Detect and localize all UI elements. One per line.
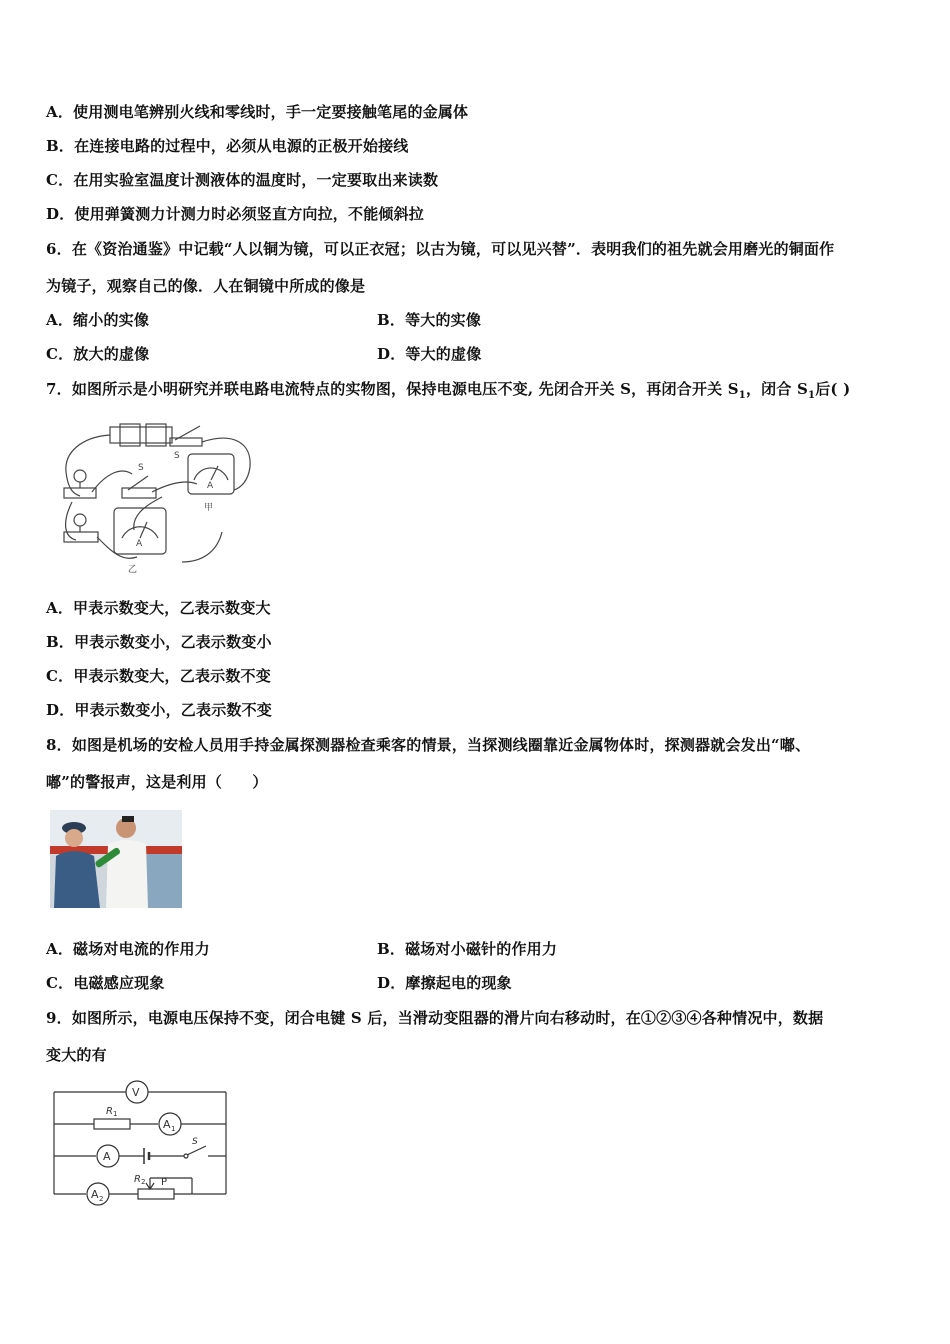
q7-wire-7 xyxy=(134,497,162,530)
q7-wire-6 xyxy=(152,482,197,492)
q5-option-d: D．使用弹簧测力计测力时必须竖直方向拉，不能倾斜拉 xyxy=(46,205,425,223)
q7-lamp-2-base xyxy=(64,532,98,542)
q5-option-b: B．在连接电路的过程中，必须从电源的正极开始接线 xyxy=(46,137,409,155)
q9-label-a1: A xyxy=(163,1118,171,1131)
q9-label-a2-sub: 2 xyxy=(99,1195,104,1203)
q9-switch-blade xyxy=(187,1146,206,1155)
q9-resistor-r1 xyxy=(94,1119,130,1129)
q9-label-a2: A xyxy=(91,1188,99,1201)
q7-circuit-figure xyxy=(52,412,257,577)
q7-label-yi: 乙 xyxy=(128,565,138,575)
q8-option-b: B．磁场对小磁针的作用力 xyxy=(377,940,558,958)
q9-label-r2-sub: 2 xyxy=(141,1178,146,1186)
q8-passenger-hair xyxy=(122,816,134,822)
q7-label-jia: 甲 xyxy=(204,503,214,513)
q7-label-ammeter-yi: A xyxy=(136,539,143,549)
q9-circuit-diagram xyxy=(46,1076,236,1211)
q7-label-s: S xyxy=(174,451,180,461)
q9-stem-line1: 9．如图所示，电源电压保持不变，闭合电键 S 后，当滑动变阻器的滑片向右移动时，在①②③④各种情况中，数据 xyxy=(46,1009,824,1027)
q8-officer-head xyxy=(65,829,83,847)
q6-option-a: A．缩小的实像 xyxy=(46,311,150,329)
q9-label-v: V xyxy=(132,1086,140,1099)
q7-stem-part-a: 7．如图所示是小明研究并联电路电流特点的实物图，保持电源电压不变, 先闭合开关 S，再闭合开关 S xyxy=(46,380,739,398)
q9-label-s: S xyxy=(192,1137,198,1147)
q6-stem-line2: 为镜子，观察自己的像．人在铜镜中所成的像是 xyxy=(46,277,366,295)
q7-option-b: B．甲表示数变小，乙表示数变小 xyxy=(46,633,272,651)
q7-wire-1 xyxy=(66,435,110,496)
q7-stem-subscript-2: 1 xyxy=(808,390,816,401)
q7-switch-s1 xyxy=(122,488,156,498)
q7-stem-part-b: ，闭合 S xyxy=(745,380,809,398)
q6-stem-line1: 6．在《资治通鉴》中记载“人以铜为镜，可以正衣冠；以古为镜，可以见兴替”．表明我们的祖先就会用磨光的铜面作 xyxy=(46,240,835,258)
q7-lamp-2-bulb xyxy=(74,514,86,526)
q7-label-s1: S xyxy=(138,463,144,473)
q6-option-c: C．放大的虚像 xyxy=(46,345,150,363)
q6-option-b: B．等大的实像 xyxy=(377,311,482,329)
q7-option-a: A．甲表示数变大，乙表示数变大 xyxy=(46,599,271,617)
q7-wire-5 xyxy=(97,537,137,558)
q7-ammeter-yi-dial xyxy=(122,527,158,538)
q7-option-d: D．甲表示数变小，乙表示数不变 xyxy=(46,701,273,719)
q5-option-c: C．在用实验室温度计测液体的温度时，一定要取出来读数 xyxy=(46,171,439,189)
q9-label-r2: R xyxy=(134,1174,141,1185)
q9-label-r1: R xyxy=(106,1106,113,1117)
q9-rheostat-r2 xyxy=(138,1189,174,1199)
q7-stem-subscript: 1 xyxy=(738,390,746,401)
q8-stem-line2: 嘟”的警报声，这是利用（ ） xyxy=(46,773,268,791)
q7-lamp-1-bulb xyxy=(74,470,86,482)
q9-label-a: A xyxy=(103,1150,111,1163)
q8-option-c: C．电磁感应现象 xyxy=(46,974,165,992)
q7-wire-3 xyxy=(92,471,132,492)
q7-ammeter-yi-needle xyxy=(140,522,147,538)
q7-switch-s xyxy=(170,438,202,446)
q9-label-p: P xyxy=(161,1177,168,1188)
q7-ammeter-jia-dial xyxy=(194,468,228,480)
q7-battery-box xyxy=(110,427,172,443)
q9-label-a1-sub: 1 xyxy=(171,1125,176,1133)
q7-stem-part-c: 后( ) xyxy=(815,380,851,398)
q9-label-r1-sub: 1 xyxy=(113,1110,118,1118)
q9-stem-line2: 变大的有 xyxy=(46,1046,107,1064)
q7-lamp-1-base xyxy=(64,488,96,498)
q7-stem xyxy=(46,379,850,406)
q8-option-a: A．磁场对电流的作用力 xyxy=(46,940,210,958)
q8-option-d: D．摩擦起电的现象 xyxy=(377,974,512,992)
q8-security-check-photo xyxy=(50,810,182,908)
q8-officer-uniform xyxy=(54,851,100,908)
q7-wire-8 xyxy=(182,532,222,562)
q7-option-c: C．甲表示数变大，乙表示数不变 xyxy=(46,667,271,685)
q8-stem-line1: 8．如图是机场的安检人员用手持金属探测器检查乘客的情景，当探测线圈靠近金属物体时，探测器就会发出“嘟、 xyxy=(46,736,811,754)
q5-option-a: A．使用测电笔辨别火线和零线时，手一定要接触笔尾的金属体 xyxy=(46,103,469,121)
q6-option-d: D．等大的虚像 xyxy=(377,345,482,363)
q7-label-ammeter-jia: A xyxy=(207,481,214,491)
